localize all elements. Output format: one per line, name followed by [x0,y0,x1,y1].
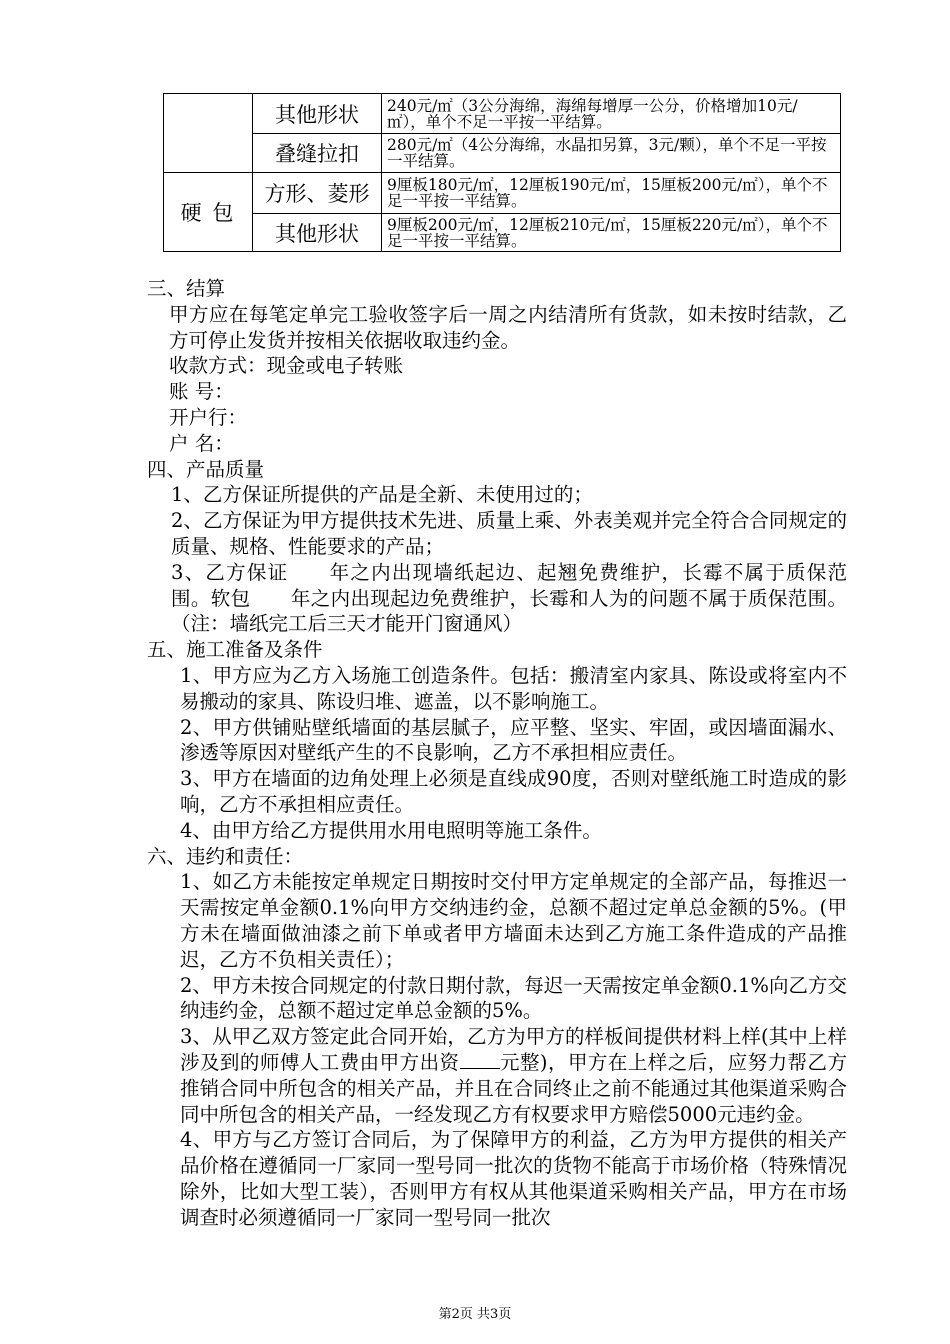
table-row [164,173,841,214]
section-heading: 六、违约和责任： [147,844,304,868]
paragraph: 1、甲方应为乙方入场施工创造条件。包括：搬清室内家具、陈设或将室内不易搬动的家具、陈设归堆、遮盖，以不影响施工。 [180,663,847,713]
table-row [164,134,841,173]
paragraph: 2、甲方未按合同规定的付款日期付款，每迟一天需按定单金额0.1%向乙方交纳违约金，总额不超过定单总金额的5%。 [180,973,847,1023]
page-footer: 第2页 共3页 [438,1307,512,1322]
table-shape-cell: 叠缝拉扣 [253,134,382,173]
section-heading: 四、产品质量 [147,457,265,481]
paragraph: 2、乙方保证为甲方提供技术先进、质量上乘、外表美观并完全符合合同规定的质量、规格、性能要求的产品； [171,509,847,558]
paragraph: 1、乙方保证所提供的产品是全新、未使用过的； [171,483,593,507]
paragraph: 4、由甲方给乙方提供用水用电照明等施工条件。 [180,818,602,842]
text-span: 3、乙方保证 [171,560,289,584]
paragraph [147,1024,847,1127]
table-shape-cell: 其他形状 [253,214,382,252]
table-price-cell: 9厘板200元/㎡，12厘板210元/㎡，15厘板220元/㎡），单个不足一平按一平结算。 [382,214,841,252]
paragraph [147,560,847,637]
table-shape-cell: 方形、菱形 [253,173,382,214]
text-span: 3、从甲乙双方签定此合同开始，乙方为甲方的样板间提供材料上样(其中上样涉及到的师傅人工费由甲方出资 [180,1025,847,1074]
paragraph: 2、甲方供铺贴壁纸墙面的基层腻子，应平整、坚实、牢固，或因墙面漏水、渗透等原因对壁纸产生的不良影响，乙方不承担相应责任。 [180,715,847,765]
table-shape-cell: 其他形状 [253,94,382,134]
text-span: 年之内出现起边免费维护，长霉和人为的问题不属于质保范围。（注：墙纸完工后三天才能开门窗通风） [171,586,847,636]
table-price-cell: 240元/㎡（3公分海绵，海绵每增厚一公分，价格增加10元/㎡），单个不足一平按一平结算。 [382,94,841,134]
paragraph: 开户行： [169,405,248,429]
paragraph: 户 名： [169,431,234,455]
table-price-cell: 9厘板180元/㎡，12厘板190元/㎡，15厘板200元/㎡），单个不足一平按一平结算。 [382,173,841,214]
price-table [163,93,841,252]
paragraph: 甲方应在每笔定单完工验收签字后一周之内结清所有货款，如未按时结款，乙方可停止发货并按相关依据收取违约金。 [169,302,847,352]
text-span: 年之内出现墙纸起边、起翘免费维护，长霉不属于质保范围。软包 [171,560,847,610]
body-text [147,276,847,1230]
section-heading: 五、施工准备及条件 [147,638,323,662]
paragraph: 3、甲方在墙面的边角处理上必须是直线成90度，否则对壁纸施工时造成的影响，乙方不承担相应责任。 [180,767,847,816]
table-category-cell [164,94,253,173]
paragraph: 4、甲方与乙方签订合同后，为了保障甲方的利益，乙方为甲方提供的相关产品价格在遵循同一厂家同一型号同一批次的货物不能高于市场价格（特殊情况除外，比如大型工装），否则甲方有权从其他渠道采购相关产品，甲方在市场调查时必须遵循同一厂家同一型号同一批次 [180,1128,847,1229]
table-price-cell: 280元/㎡（4公分海绵，水晶扣另算，3元/颗），单个不足一平按一平结算。 [382,134,841,173]
fill-in-blank [460,1050,500,1069]
table-row [164,94,841,134]
table-category-cell: 硬 包 [164,173,253,252]
table-row [164,214,841,252]
paragraph: 账 号： [169,380,234,404]
paragraph: 1、如乙方未能按定单规定日期按时交付甲方定单规定的全部产品，每推迟一天需按定单金额0.1%向甲方交纳违约金，总额不超过定单总金额的5%。(甲方未在墙面做油漆之前下单或者甲方墙面未达到乙方施工条件造成的产品推迟，乙方不负相关责任）； [180,870,847,971]
section-heading: 三、结算 [147,277,226,300]
text-span: 元整)，甲方在上样之后，应努力帮乙方推销合同中所包含的相关产品，并且在合同终止之前不能通过其他渠道采购合同中所包含的相关产品，一经发现乙方有权要求甲方赔偿5000元违约金。 [180,1050,847,1126]
paragraph: 收款方式：现金或电子转账 [169,354,404,378]
